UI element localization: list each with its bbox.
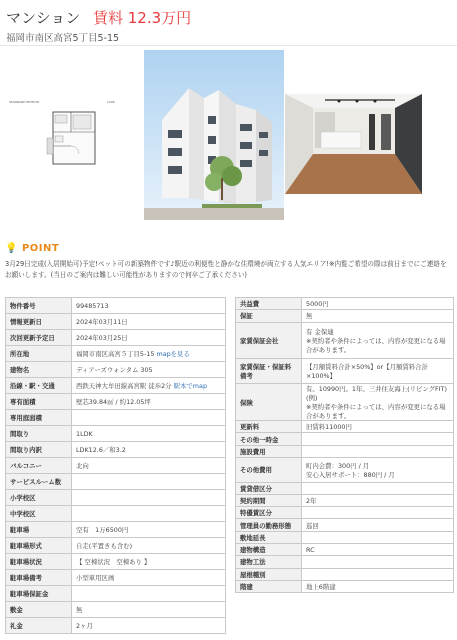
row-label: 保証	[236, 310, 302, 322]
row-value-text: 町内会費：300円 / 月 安心入居サポート：880円 / 月	[306, 461, 395, 479]
building-exterior-photo[interactable]	[144, 50, 284, 220]
row-label: 保険	[236, 384, 302, 421]
row-label: 中学校区	[6, 506, 72, 522]
row-label: 駐車場形式	[6, 538, 72, 554]
row-value	[302, 494, 454, 506]
row-label: 階建	[236, 580, 302, 592]
row-label: 所在地	[6, 346, 72, 362]
table-row	[6, 426, 226, 442]
table-row	[236, 359, 454, 384]
table-row	[236, 556, 454, 568]
row-value	[72, 506, 226, 522]
row-label: 間取り内訳	[6, 442, 72, 458]
row-value	[302, 556, 454, 568]
row-label: 礼金	[6, 618, 72, 634]
table-row	[6, 346, 226, 362]
row-label: サービスルーム数	[6, 474, 72, 490]
row-value	[302, 519, 454, 531]
row-value	[72, 426, 226, 442]
row-value-text: 有 金保連 ※契約者や条件によっては、内容が変更になる場合があります。	[306, 328, 446, 355]
row-label: 契約期間	[236, 494, 302, 506]
table-row	[236, 445, 454, 457]
row-label: 家賃保証会社	[236, 322, 302, 359]
row-label: 敷金	[6, 602, 72, 618]
row-label: 駐車場状況	[6, 554, 72, 570]
table-row	[6, 522, 226, 538]
table-row	[6, 538, 226, 554]
row-value-text: 小型車用区画	[76, 574, 115, 582]
page-header	[0, 0, 457, 46]
table-row	[236, 310, 454, 322]
table-row	[6, 474, 226, 490]
row-value	[72, 442, 226, 458]
row-label: 施設費用	[236, 445, 302, 457]
row-value	[72, 410, 226, 426]
row-value	[302, 544, 454, 556]
row-value-text: 福岡市南区高宮５丁目5-15	[76, 350, 155, 358]
row-value-text: 巡回	[306, 521, 319, 530]
table-row	[6, 570, 226, 586]
row-value	[72, 362, 226, 378]
table-row	[6, 378, 226, 394]
table-row	[6, 490, 226, 506]
row-value	[302, 359, 454, 384]
row-label: 建物名	[6, 362, 72, 378]
row-label: 駐車場備考	[6, 570, 72, 586]
row-value	[302, 433, 454, 445]
map-link[interactable]: mapを見る	[156, 350, 190, 358]
row-value	[72, 490, 226, 506]
row-value-text: 有。10990円。1年。三井住友海上(リビングFIT)(例) ※契約者や条件によっては、内容が変更になる場合があります。	[306, 385, 447, 421]
row-value	[72, 474, 226, 490]
row-value-text: RC	[306, 545, 315, 554]
row-label: 間取り	[6, 426, 72, 442]
map-link[interactable]: 駅本でmap	[173, 382, 207, 390]
row-label: 管理員の勤務形態	[236, 519, 302, 531]
row-value-text: LDK12.6／和3.2	[76, 446, 126, 454]
table-row	[236, 519, 454, 531]
row-value-text: 2024年03月11日	[76, 318, 128, 326]
table-row	[236, 580, 454, 592]
row-value-text: 無	[76, 606, 83, 614]
row-value-text: 2年	[306, 497, 317, 505]
property-type: マンション	[6, 9, 81, 27]
photo-gallery	[0, 50, 457, 220]
row-value	[302, 457, 454, 482]
row-value	[302, 384, 454, 421]
row-value-text: 2ヶ月	[76, 622, 93, 630]
row-label: 沿線・駅・交通	[6, 378, 72, 394]
row-label: 専有面積	[6, 394, 72, 410]
row-value-text: 5000円	[306, 300, 329, 309]
row-label: 賃貸借区分	[236, 482, 302, 494]
row-value-text: 無	[306, 312, 313, 321]
row-value-text: 2024年03月25日	[76, 334, 128, 342]
point-description: 3月29日完成(入居開始可)予定!ペット可の新築物件です♪駅近の利便性と静かな住環境が両立する人気エリア!※内覧ご希望の際は前日までにご連絡をお願いします。(当日のご案内は難しい可能性がありますので何卒ご了承ください)	[5, 260, 447, 279]
row-value	[302, 507, 454, 519]
row-value-text: 【 空棟状況 空棟あり 】	[76, 558, 151, 566]
row-value	[302, 322, 454, 359]
table-row	[6, 330, 226, 346]
table-row	[236, 322, 454, 359]
row-value-text: ディアーズウォンタム 305	[76, 366, 153, 374]
table-row	[236, 421, 454, 433]
table-row	[6, 394, 226, 410]
table-row	[236, 568, 454, 580]
row-value-text: 【月額賃料合計×50%】or【月額賃料合計×100%】	[306, 363, 428, 381]
row-label: 駐車場保証金	[6, 586, 72, 602]
row-value	[72, 602, 226, 618]
table-row	[236, 384, 454, 421]
row-value	[302, 310, 454, 322]
row-label: 次回更新予定日	[6, 330, 72, 346]
table-row	[6, 506, 226, 522]
row-value	[72, 394, 226, 410]
row-value	[302, 531, 454, 543]
row-label: 小学校区	[6, 490, 72, 506]
row-label: 物件番号	[6, 298, 72, 314]
table-row	[6, 602, 226, 618]
row-label: 敷地延長	[236, 531, 302, 543]
row-value	[72, 298, 226, 314]
row-label: 建物工法	[236, 556, 302, 568]
row-label: 共益費	[236, 298, 302, 310]
row-value	[302, 580, 454, 592]
row-label: 家賃保証・保証料備考	[236, 359, 302, 384]
table-row	[6, 362, 226, 378]
rent-price: 賃料 12.3万円	[93, 9, 192, 27]
row-value	[302, 445, 454, 457]
row-label: 専用庭面積	[6, 410, 72, 426]
table-row	[6, 586, 226, 602]
row-label: 駐車場	[6, 522, 72, 538]
table-row	[236, 531, 454, 543]
table-row	[6, 458, 226, 474]
table-row	[6, 554, 226, 570]
row-value-text: 自走(平置きも含む)	[76, 542, 133, 550]
row-value	[72, 618, 226, 634]
row-value	[72, 378, 226, 394]
row-label: 建物構造	[236, 544, 302, 556]
row-label: 更新料	[236, 421, 302, 433]
row-label: 情報更新日	[6, 314, 72, 330]
row-value	[72, 330, 226, 346]
table-row	[236, 482, 454, 494]
table-row	[236, 494, 454, 506]
row-value	[72, 586, 226, 602]
row-value-text: 1LDK	[76, 429, 93, 438]
property-spec-table-right	[235, 297, 454, 593]
row-value	[72, 554, 226, 570]
row-value	[302, 298, 454, 310]
table-row	[6, 618, 226, 634]
row-value-text: 北向	[76, 462, 89, 470]
row-value-text: 旧賃料11000円	[306, 423, 352, 432]
row-value	[72, 458, 226, 474]
table-row	[6, 298, 226, 314]
lightbulb-icon: 💡	[5, 243, 18, 254]
row-value	[72, 522, 226, 538]
row-value-text: 99485713	[76, 301, 109, 310]
property-address: 福岡市南区高宮5丁目5-15	[6, 33, 120, 44]
row-value-text: 壁芯39.84㎡ / 約12.05坪	[76, 398, 151, 406]
property-spec-table-left	[5, 297, 226, 634]
row-value	[302, 421, 454, 433]
row-value	[302, 482, 454, 494]
row-value	[72, 538, 226, 554]
table-row	[6, 314, 226, 330]
row-value	[302, 568, 454, 580]
row-label: その他費用	[236, 457, 302, 482]
table-row	[236, 544, 454, 556]
point-heading	[5, 243, 59, 254]
row-label: 屋根種別	[236, 568, 302, 580]
row-value-text: 西鉄天神大牟田線高宮駅 徒歩2分	[76, 382, 172, 390]
interior-photo[interactable]	[285, 94, 422, 194]
row-value	[72, 570, 226, 586]
table-row	[6, 442, 226, 458]
row-label: その他一時金	[236, 433, 302, 445]
table-row	[6, 410, 226, 426]
table-row	[236, 298, 454, 310]
point-title: POINT	[21, 243, 60, 254]
row-value-text: 空有 1万6500円	[76, 526, 129, 534]
row-value-text: 地上6階建	[306, 583, 336, 592]
floorplan-image[interactable]	[7, 98, 133, 170]
row-label: 特優賃区分	[236, 507, 302, 519]
floorplan-tiny-label: STANDARD EDITION	[9, 100, 39, 104]
floorplan-tiny-label-2: 1LDK	[107, 100, 115, 104]
table-row	[236, 507, 454, 519]
row-label: バルコニー	[6, 458, 72, 474]
row-value	[72, 314, 226, 330]
table-row	[236, 433, 454, 445]
table-row	[236, 457, 454, 482]
row-value	[72, 346, 226, 362]
